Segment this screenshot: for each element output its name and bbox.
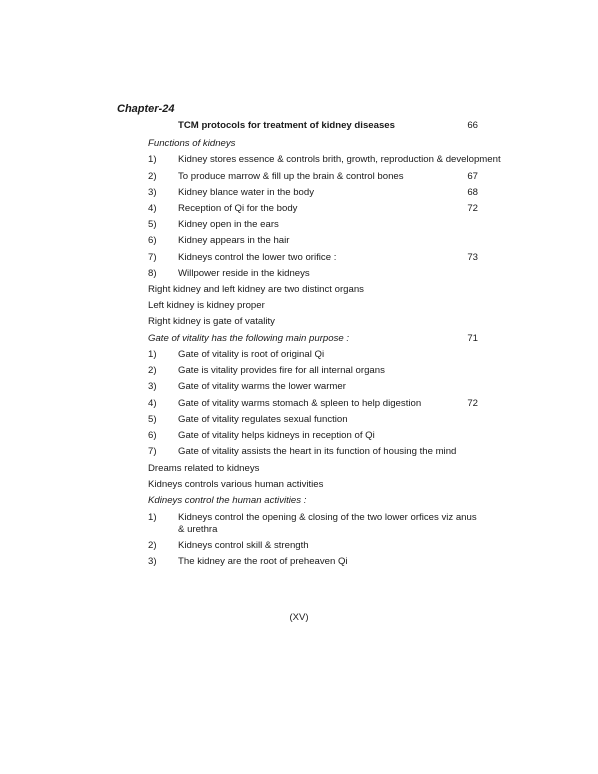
- item-text: Kidney stores essence & controls brith, growth, reproduction & development: [178, 154, 501, 165]
- item-number: 2): [148, 540, 157, 551]
- item-text: Kidney blance water in the body: [178, 187, 314, 198]
- page-reference: 67: [467, 171, 478, 182]
- item-number: 1): [148, 512, 157, 523]
- item-text: Right kidney is gate of vatality: [148, 316, 275, 327]
- page-reference: 71: [467, 333, 478, 344]
- item-number: 2): [148, 171, 157, 182]
- item-number: 6): [148, 430, 157, 441]
- item-text: Gate of vitality warms the lower warmer: [178, 381, 346, 392]
- item-text: Gate of vitality is root of original Qi: [178, 349, 325, 360]
- item-text: Kidneys control the lower two orifice :: [178, 252, 337, 263]
- item-text: Kidneys controls various human activities: [148, 479, 324, 490]
- page-reference: 68: [467, 187, 478, 198]
- item-number: 7): [148, 446, 157, 457]
- item-number: 3): [148, 381, 157, 392]
- item-number: 4): [148, 398, 157, 409]
- item-text: Gate of vitality helps kidneys in reception of Qi: [178, 430, 375, 441]
- item-text: Gate of vitality assists the heart in its function of housing the mind: [178, 446, 457, 457]
- item-text: Willpower reside in the kidneys: [178, 268, 310, 279]
- item-number: 5): [148, 414, 157, 425]
- item-number: 3): [148, 187, 157, 198]
- item-text: To produce marrow & fill up the brain & control bones: [178, 171, 404, 182]
- item-text: The kidney are the root of preheaven Qi: [178, 556, 348, 567]
- item-text: Kidney open in the ears: [178, 219, 279, 230]
- item-text: Dreams related to kidneys: [148, 463, 260, 474]
- item-number: 1): [148, 349, 157, 360]
- page-reference: 73: [467, 252, 478, 263]
- page-number: (XV): [289, 612, 309, 623]
- item-number: 4): [148, 203, 157, 214]
- page-reference: 72: [467, 203, 478, 214]
- item-text: Left kidney is kidney proper: [148, 300, 265, 311]
- item-text: Gate of vitality regulates sexual function: [178, 414, 348, 425]
- item-text: Kidney appears in the hair: [178, 235, 290, 246]
- item-text: Functions of kidneys: [148, 138, 236, 149]
- item-number: 8): [148, 268, 157, 279]
- item-number: 6): [148, 235, 157, 246]
- item-text: Kidneys control skill & strength: [178, 540, 309, 551]
- item-number: 2): [148, 365, 157, 376]
- item-text: Reception of Qi for the body: [178, 203, 298, 214]
- item-text: Gate is vitality provides fire for all internal organs: [178, 365, 385, 376]
- chapter-heading: Chapter-24: [117, 103, 175, 115]
- page-reference: 66: [467, 120, 478, 131]
- item-text: Gate of vitality warms stomach & spleen to help digestion: [178, 398, 422, 409]
- item-number: 7): [148, 252, 157, 263]
- item-text: Right kidney and left kidney are two distinct organs: [148, 284, 364, 295]
- item-number: 3): [148, 556, 157, 567]
- item-text: Kdineys control the human activities :: [148, 495, 307, 506]
- page-reference: 72: [467, 398, 478, 409]
- item-number: 5): [148, 219, 157, 230]
- item-text: Gate of vitality has the following main purpose :: [148, 333, 350, 344]
- item-text: Kidneys control the opening & closing of the two lower orfices viz anus & urethra: [178, 512, 477, 535]
- item-text: TCM protocols for treatment of kidney diseases: [178, 120, 395, 131]
- item-number: 1): [148, 154, 157, 165]
